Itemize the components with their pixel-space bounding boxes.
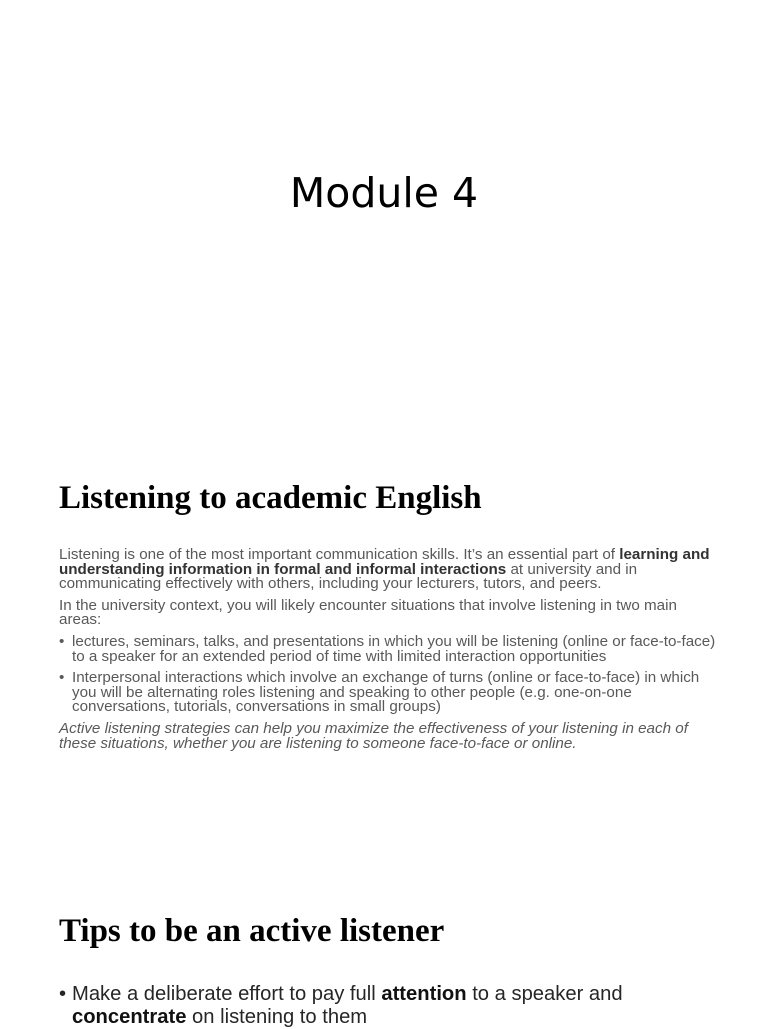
- tip-text-end: on listening to them: [186, 1006, 368, 1028]
- bullet-icon: •: [59, 632, 65, 650]
- listening-heading: Listening to academic English: [59, 480, 482, 516]
- list-item-text: lectures, seminars, talks, and presentations in which you will be listening (online or face-to-face) to a speaker for an extended period of time with limited interaction opportunities: [72, 632, 716, 665]
- module-title: Module 4: [289, 169, 479, 217]
- module-title-slide: [0, 168, 768, 218]
- intro-paragraph: [59, 548, 719, 592]
- listening-areas-list: [59, 632, 719, 716]
- tip-text-middle: to a speaker and: [466, 983, 623, 1005]
- intro-bold-text: learning and understanding information in formal and informal interactions: [59, 546, 710, 578]
- tip-bold-attention: attention: [381, 983, 467, 1005]
- tips-section: [59, 911, 719, 1029]
- bullet-icon: •: [59, 669, 65, 687]
- bullet-icon: •: [59, 983, 67, 1005]
- intro-text-end: at university and in communicating effectively with others, including your lecturers, tutors, and peers.: [59, 560, 638, 593]
- list-item: [59, 632, 719, 665]
- list-item: [59, 983, 719, 1029]
- context-paragraph: In the university context, you will likely encounter situations that involve listening in two main areas:: [59, 596, 677, 629]
- strategies-paragraph: Active listening strategies can help you maximize the effectiveness of your listening in each of these situations, whether you are listening to someone face-to-face or online.: [59, 719, 688, 752]
- tip-bold-concentrate: concentrate: [72, 1006, 187, 1028]
- list-item-text: Interpersonal interactions which involve an exchange of turns (online or face-to-face) in which you will be alternating roles listening and speaking to other people (e.g. one-on-one conversations, tutorials, conversations in small groups): [72, 669, 700, 716]
- tip-text-start: Make a deliberate effort to pay full: [72, 983, 382, 1005]
- tips-list: [59, 983, 719, 1029]
- intro-text-start: Listening is one of the most important communication skills. It’s an essential part of: [59, 546, 620, 563]
- list-item: [59, 671, 719, 715]
- tips-heading: Tips to be an active listener: [59, 913, 445, 949]
- listening-section: [59, 478, 719, 751]
- listening-body: [59, 548, 719, 751]
